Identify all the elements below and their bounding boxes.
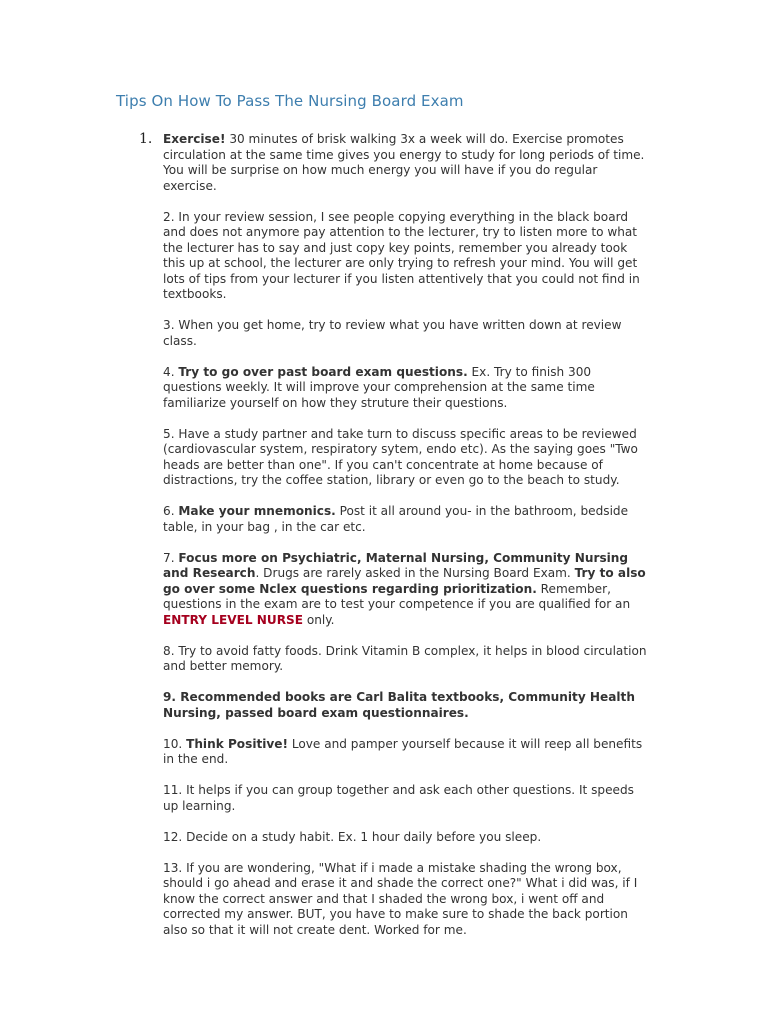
tip-11-text: 11. It helps if you can group together and ask each other questions. It speeds up learning. xyxy=(163,783,634,813)
tip-10-prefix: 10. xyxy=(163,736,187,751)
tip-13-text: 13. If you are wondering, "What if i made a mistake shading the wrong box, should i go ahead and erase it and shade the correct one?" What i did was, if I know the correct answer and that I shaded the wrong box, i went off and corrected my answer. BUT, you have to make sure to shade the back portion also so that it will not create dent. Worked for me. xyxy=(163,860,638,937)
tip-12 xyxy=(163,830,653,846)
tip-11 xyxy=(163,783,653,814)
tip-9 xyxy=(163,690,653,721)
document-title: Tips On How To Pass The Nursing Board Exam xyxy=(116,92,464,110)
tip-7-heading-2: Try to also go over some Nclex questions regarding prioritization. xyxy=(163,566,646,596)
tip-6-prefix: 6. xyxy=(163,504,179,518)
tip-4-heading: Try to go over past board exam questions. xyxy=(178,364,468,379)
entry-level-nurse-highlight: ENTRY LEVEL NURSE xyxy=(163,612,303,627)
tip-6 xyxy=(163,504,653,535)
tips-list xyxy=(163,132,653,954)
tip-4-prefix: 4. xyxy=(163,364,179,379)
tip-7 xyxy=(163,551,653,629)
tip-7-text: . Drugs are rarely asked in the Nursing Board Exam. xyxy=(255,566,575,580)
tip-4 xyxy=(163,365,653,412)
tip-9-heading: 9. Recommended books are Carl Balita textbooks, Community Health Nursing, passed board exam questionnaires. xyxy=(163,690,635,720)
tip-3 xyxy=(163,318,653,349)
tip-10-heading: Think Positive! xyxy=(186,736,288,751)
tip-10-text: Love and pamper yourself because it will reep all benefits in the end. xyxy=(163,736,643,766)
tip-8-text: 8. Try to avoid fatty foods. Drink Vitamin B complex, it helps in blood circulation and better memory. xyxy=(163,643,647,673)
tip-4-text: Ex. Try to finish 300 questions weekly. It will improve your comprehension at the same time familiarize yourself on how they struture their questions. xyxy=(163,364,595,410)
tip-10 xyxy=(163,737,653,768)
tip-5 xyxy=(163,427,653,489)
tip-13 xyxy=(163,861,653,939)
tip-3-text: 3. When you get home, try to review what you have written down at review class. xyxy=(163,318,622,348)
tip-2-text: 2. In your review session, I see people copying everything in the black board and does not anymore pay attention to the lecturer, try to listen more to what the lecturer has to say and just copy key points, remember you already took this up at school, the lecturer are only trying to refresh your mind. You will get lots of tips from your lecturer if you listen attentively that you could not find in textbooks. xyxy=(163,209,640,301)
tip-7-prefix: 7. xyxy=(163,550,179,565)
tip-1-heading: Exercise! xyxy=(163,132,226,146)
tip-1 xyxy=(163,132,653,194)
tip-8 xyxy=(163,644,653,675)
tip-7-text-2: Remember, questions in the exam are to test your competence if you are qualified for an xyxy=(163,581,631,611)
tip-6-heading: Make your mnemonics. xyxy=(178,504,336,518)
tip-7-text-3: only. xyxy=(302,612,335,627)
tip-2 xyxy=(163,210,653,303)
tip-1-text: 30 minutes of brisk walking 3x a week will do. Exercise promotes circulation at the same time gives you energy to study for long periods of time. You will be surprise on how much energy you will have if you do regular exercise. xyxy=(163,132,645,193)
tip-12-text: 12. Decide on a study habit. Ex. 1 hour daily before you sleep. xyxy=(163,829,542,844)
tip-6-text: Post it all around you- in the bathroom, bedside table, in your bag , in the car etc. xyxy=(163,504,629,534)
tip-5-text: 5. Have a study partner and take turn to discuss specific areas to be reviewed (cardiovascular system, respiratory sytem, endo etc). As the saying goes "Two heads are better than one". If you can't concentrate at home because of distractions, try the coffee station, library or even go to the beach to study. xyxy=(163,426,638,487)
list-number-1: 1. xyxy=(139,131,153,147)
tip-7-heading: Focus more on Psychiatric, Maternal Nursing, Community Nursing and Research xyxy=(163,550,629,580)
